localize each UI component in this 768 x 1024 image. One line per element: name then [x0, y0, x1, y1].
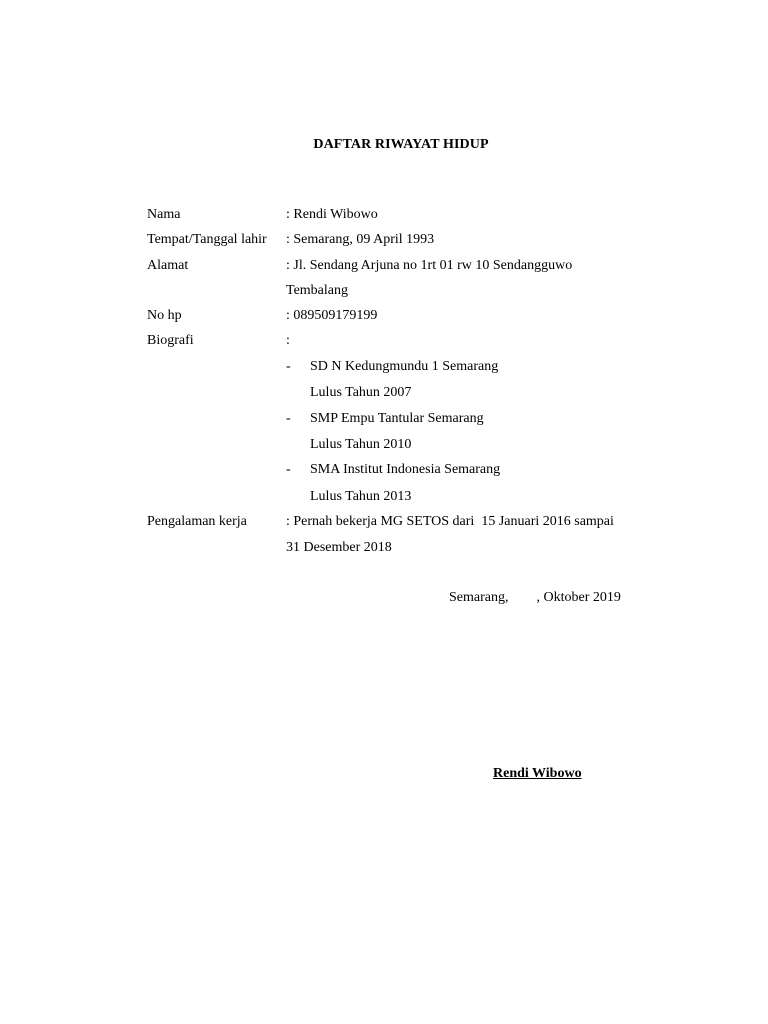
nohp-value: : 089509179199 — [286, 308, 378, 323]
nama-value: : Rendi Wibowo — [286, 207, 378, 222]
nohp-label: No hp — [147, 308, 182, 323]
alamat-value-line-1: : Jl. Sendang Arjuna no 1rt 01 rw 10 Sendangguwo — [286, 258, 573, 273]
place-date-line: Semarang, , Oktober 2019 — [449, 590, 621, 605]
education-bullet: - — [286, 462, 291, 477]
ttl-label: Tempat/Tanggal lahir — [147, 232, 267, 247]
pengalaman-value-line-1: : Pernah bekerja MG SETOS dari 15 Januari 2016 sampai — [286, 514, 614, 529]
nama-label: Nama — [147, 207, 181, 222]
pengalaman-label: Pengalaman kerja — [147, 514, 247, 529]
education-graduation: Lulus Tahun 2007 — [310, 385, 412, 400]
pengalaman-value-line-2: 31 Desember 2018 — [286, 540, 392, 555]
education-bullet: - — [286, 359, 291, 374]
education-graduation: Lulus Tahun 2010 — [310, 437, 412, 452]
education-school: SMA Institut Indonesia Semarang — [310, 462, 501, 477]
ttl-value: : Semarang, 09 April 1993 — [286, 232, 435, 247]
document-title: DAFTAR RIWAYAT HIDUP — [313, 137, 489, 152]
alamat-label: Alamat — [147, 258, 189, 273]
education-school: SD N Kedungmundu 1 Semarang — [310, 359, 499, 374]
education-graduation: Lulus Tahun 2013 — [310, 489, 412, 504]
alamat-value-line-2: Tembalang — [286, 283, 348, 298]
biografi-value: : — [286, 333, 290, 348]
signature-name: Rendi Wibowo — [493, 766, 582, 781]
education-school: SMP Empu Tantular Semarang — [310, 411, 484, 426]
biografi-label: Biografi — [147, 333, 194, 348]
education-bullet: - — [286, 411, 291, 426]
